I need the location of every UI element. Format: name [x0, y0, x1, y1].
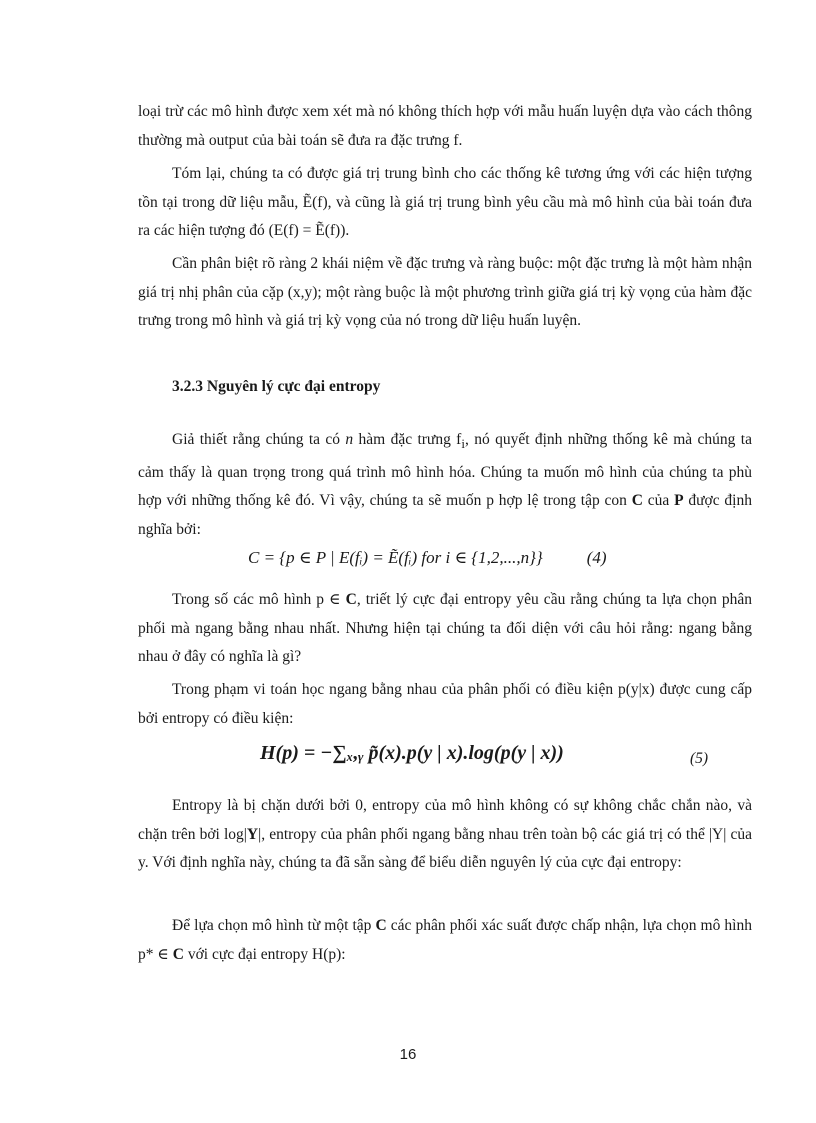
- paragraph-4: Giả thiết rằng chúng ta có n hàm đặc trưng $f_i$, nó quyết định những thống kê mà chúng ta cảm thấy là quan trọng trong quá trình mô hình hóa. Chúng ta muốn mô hình của chúng ta phù hợp với những thống kê đó. Vì vậy, chúng ta sẽ muốn p hợp lệ trong tập con C của P được định nghĩa bởi:: [138, 431, 752, 538]
- paragraph-7: Entropy là bị chặn dưới bởi 0, entropy của mô hình không có sự không chắc chắn nào, và chặn trên bởi log|Y|, entropy của phân phối ngang bằng nhau trên toàn bộ các giá trị có thể |Y| của y. Với định nghĩa này, chúng ta đã sẵn sàng để biểu diễn nguyên lý của cực đại entropy:: [138, 797, 752, 871]
- equation-5: H(p) = −∑ₓ,ᵧ p̃(x).p(y | x).log(p(y | x)): [260, 742, 564, 764]
- page-number: 16: [399, 1046, 417, 1063]
- equation-5-label: (5): [690, 750, 709, 767]
- paragraph-6: Trong phạm vi toán học ngang bằng nhau của phân phối có điều kiện p(y|x) được cung cấp bởi entropy có điều kiện:: [138, 681, 752, 727]
- paragraph-5: Trong số các mô hình p ∈ C, triết lý cực đại entropy yêu cầu rằng chúng ta lựa chọn phân phối mà ngang bằng nhau nhất. Nhưng hiện tại chúng ta đối diện với câu hỏi rằng: ngang bằng nhau ở đây có nghĩa là gì?: [138, 591, 753, 665]
- paragraph-8: Để lựa chọn mô hình từ một tập C các phân phối xác suất được chấp nhận, lựa chọn mô hình p* ∈ C với cực đại entropy H(p):: [138, 917, 752, 963]
- equation-4-label: (4): [586, 548, 607, 567]
- section-heading: 3.2.3 Nguyên lý cực đại entropy: [172, 378, 381, 395]
- paragraph-2: Tóm lại, chúng ta có được giá trị trung bình cho các thống kê tương ứng với các hiện tượng tồn tại trong dữ liệu mẫu, Ẽ(f), và cũng là giá trị trung bình yêu cầu mà mô hình của bài toán đưa ra các hiện tượng đó (E(f) = Ẽ(f)).: [138, 165, 752, 239]
- paragraph-3: Cần phân biệt rõ ràng 2 khái niệm về đặc trưng và ràng buộc: một đặc trưng là một hàm nhận giá trị nhị phân của cặp (x,y); một ràng buộc là một phương trình giữa giá trị kỳ vọng của hàm đặc trưng trong mô hình và giá trị kỳ vọng của nó trong dữ liệu huấn luyện.: [138, 255, 752, 329]
- paragraph-1: loại trừ các mô hình được xem xét mà nó không thích hợp với mẫu huấn luyện dựa vào cách thông thường mà output của bài toán sẽ đưa ra đặc trưng f.: [138, 103, 752, 149]
- equation-4: C = {p ∈ P | E(fᵢ) = Ẽ(fᵢ) for i ∈ {1,2,...,n}} (4): [248, 548, 607, 567]
